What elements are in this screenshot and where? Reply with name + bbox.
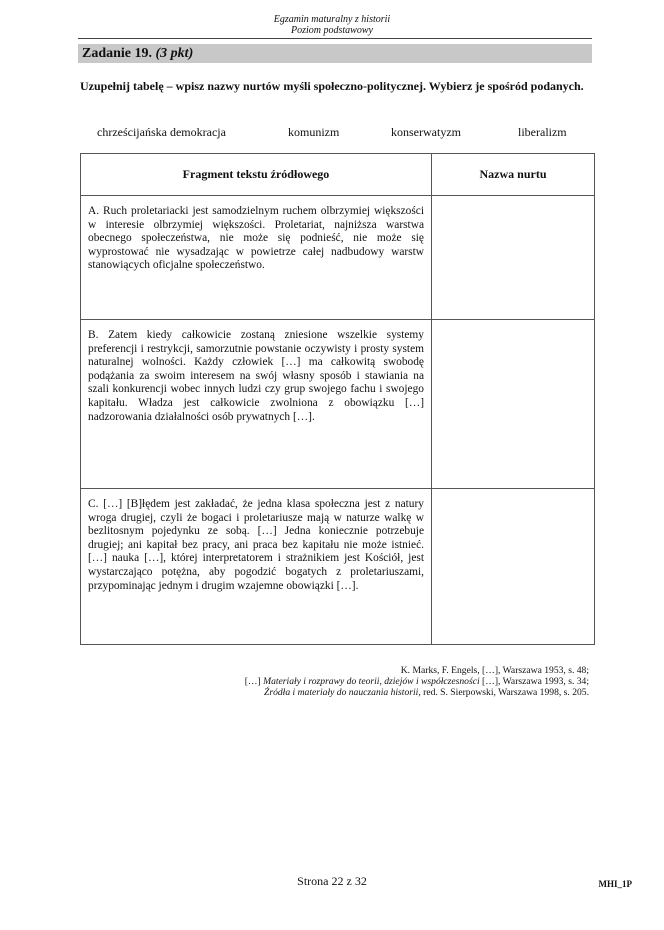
answer-cell-c[interactable] bbox=[432, 489, 595, 645]
fragment-b: B. Zatem kiedy całkowicie zostaną zniesione wszelkie systemy preferencji i restrykcji, samorzutnie powstanie oczywisty i prosty system naturalnej wolności. Każdy człowiek […] ma całkowitą swobodę podążania za swoim interesem na swój własny sposób i stawiania na szali konkurencji wobec innych ludzi czy grup swojego fachu i swojego kapitału. Władza jest całkowicie zwolniona z obowiązku […] nadzorowania działalności osób prywatnych […]. bbox=[81, 320, 432, 489]
task-title bbox=[82, 45, 193, 62]
table-row bbox=[81, 196, 595, 320]
answer-cell-a[interactable] bbox=[432, 196, 595, 320]
source-table bbox=[80, 153, 595, 645]
header-divider bbox=[78, 38, 592, 39]
citation-2: […] Materiały i rozprawy do teorii, dziejów i współczesności […], Warszawa 1993, s. 34; bbox=[244, 676, 589, 688]
header-level: Poziom podstawowy bbox=[291, 25, 373, 36]
citation-1: K. Marks, F. Engels, […], Warszawa 1953, s. 48; bbox=[400, 665, 589, 676]
option-conservatism: konserwatyzm bbox=[391, 125, 461, 139]
header-exam-name: Egzamin maturalny z historii bbox=[273, 14, 391, 25]
header-fragment: Fragment tekstu źródłowego bbox=[81, 154, 432, 196]
option-liberalism: liberalizm bbox=[518, 125, 567, 139]
page-number: Strona 22 z 32 bbox=[297, 874, 367, 888]
option-christian-democracy: chrześcijańska demokracja bbox=[97, 125, 226, 139]
task-number: Zadanie 19. bbox=[82, 46, 153, 61]
task-instruction: Uzupełnij tabelę – wpisz nazwy nurtów myśli społeczno-politycznej. Wybierz je spośród podanych. bbox=[80, 79, 584, 93]
table-row bbox=[81, 489, 595, 645]
task-points: (3 pkt) bbox=[155, 46, 194, 61]
answer-options bbox=[0, 125, 664, 141]
answer-cell-b[interactable] bbox=[432, 320, 595, 489]
table-row bbox=[81, 320, 595, 489]
option-communism: komunizm bbox=[288, 125, 340, 139]
fragment-a: A. Ruch proletariacki jest samodzielnym ruchem olbrzymiej większości w interesie olbrzymiej większości. Proletariat, najniższa warstwa obecnego społeczeństwa, nie może się podnieść, nie może się wyprostować nie wysadzając w powietrze całej nadbudowy warstw stanowiących oficjalne społeczeństwo. bbox=[81, 196, 432, 320]
citation-3: Źródła i materiały do nauczania historii, red. S. Sierpowski, Warszawa 1998, s. 205. bbox=[264, 687, 589, 699]
header-current-name: Nazwa nurtu bbox=[432, 154, 595, 196]
fragment-c: C. […] [B]łędem jest zakładać, że jedna klasa społeczna jest z natury wroga drugiej, czyli że bogaci i proletariusze mają w naturze walkę w bezlitosnym pojedynku ze sobą. […] Jedna koniecznie potrzebuje drugiej; ani kapitał bez pracy, ani praca bez kapitału nie może istnieć. […] nauka […], której interpretatorem i strażnikiem jest Kościół, jest wystarczająco potężna, aby pogodzić bogatych z proletariuszami, przypominając jednym i drugim wzajemne obowiązki […]. bbox=[81, 489, 432, 645]
table-header-row bbox=[81, 154, 595, 196]
source-citations bbox=[69, 665, 589, 699]
exam-code: MHI_1P bbox=[598, 879, 632, 889]
